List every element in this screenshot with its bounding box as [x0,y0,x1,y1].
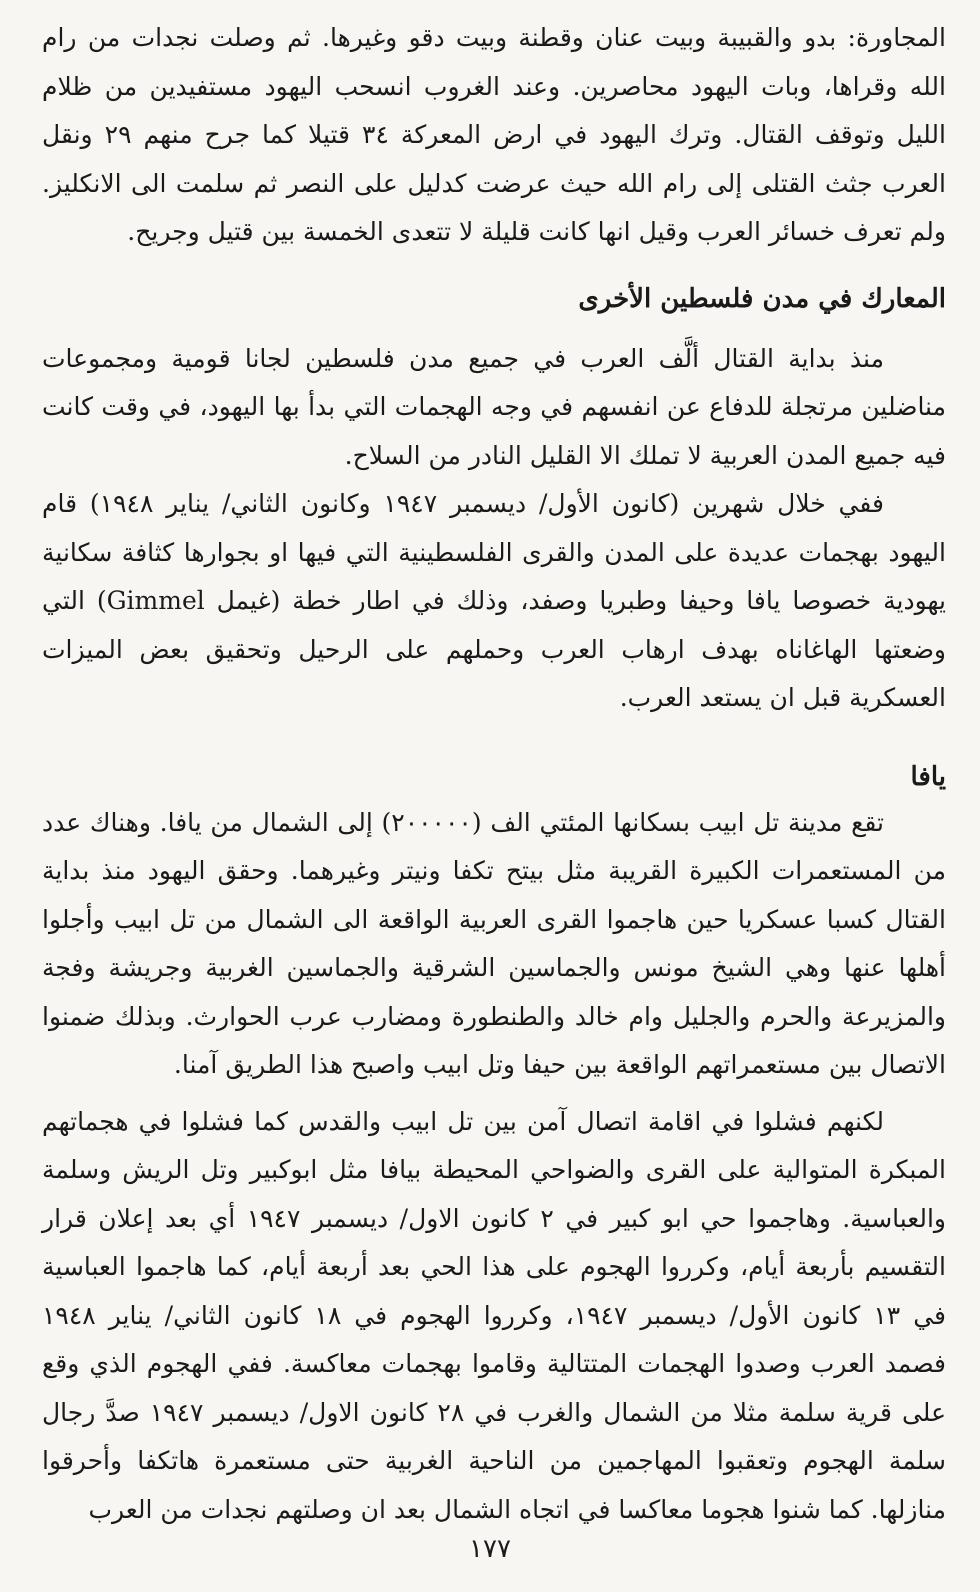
paragraph-beginning-of-fighting: منذ بداية القتال ألَّف العرب في جميع مدن فلسطين لجانا قومية ومجموعات مناضلين مرتجلة للدفاع عن انفسهم في وجه الهجمات التي بدأ بها اليهود، في وقت كانت فيه جميع المدن العربية لا تملك الا القليل النادر من السلاح. [42,343,946,470]
paragraph-continuation: المجاورة: بدو والقبيبة وبيت عنان وقطنة وبيت دقو وغيرها. ثم وصلت نجدات من رام الله وقراها، وبات اليهود محاصرين. وعند الغروب انسحب اليهود مستفيدين من ظلام الليل وتوقف القتال. وترك اليهود في ارض المعركة ٣٤ قتيلا كما جرح منهم ٢٩ ونقل العرب جثث القتلى إلى رام الله حيث عرضت كدليل على النصر ثم سلمت الى الانكليز. ولم تعرف خسائر العرب وقيل انها كانت قليلة لا تتعدى الخمسة بين قتيل وجريح. [42,23,946,246]
paragraph-gimmel-plan: ففي خلال شهرين (كانون الأول/ ديسمبر ١٩٤٧ وكانون الثاني/ يناير ١٩٤٨) قام اليهود بهجمات عديدة على المدن والقرى الفلسطينية التي فيها او بجوارها كثافة سكانية يهودية خصوصا يافا وحيفا وطبريا وصفد، وذلك في اطار خطة (غيمل Gimmel) التي وضعتها الهاغاناه بهدف ارهاب العرب وحملهم على الرحيل وتحقيق بعض الميزات العسكرية قبل ان يستعد العرب. [42,489,946,712]
page-number: ١٧٧ [469,1534,511,1564]
section-heading-battles-in-other-cities: المعارك في مدن فلسطين الأخرى [578,283,946,314]
paragraph-jaffa-attacks: لكنهم فشلوا في اقامة اتصال آمن بين تل ابيب والقدس كما فشلوا في هجماتهم المبكرة المتوالية على القرى والضواحي المحيطة بيافا مثل ابوكبير وتل الريش وسلمة والعباسية. وهاجموا حي ابو كبير في ٢ كانون الاول/ ديسمبر ١٩٤٧ أي بعد إعلان قرار التقسيم بأربعة أيام، وكرروا الهجوم على هذا الحي بعد أربعة أيام، كما هاجموا العباسية في ١٣ كانون الأول/ ديسمبر ١٩٤٧، وكرروا الهجوم في ١٨ كانون الثاني/ يناير ١٩٤٨ فصمد العرب وصدوا الهجمات المتتالية وقاموا بهجمات معاكسة. ففي الهجوم الذي وقع على قرية سلمة مثلا من الشمال والغرب في ٢٨ كانون الاول/ ديسمبر ١٩٤٧ صدَّ رجال سلمة الهجوم وتعقبوا المهاجمين من الناحية الغربية حتى مستعمرة هاتكفا وأحرقوا منازلها. كما شنوا هجوما معاكسا في اتجاه الشمال بعد ان وصلتهم نجدات من العرب [42,1106,946,1524]
subsection-heading-jaffa: يافا [910,761,946,792]
paragraph-jaffa-tel-aviv: تقع مدينة تل ابيب بسكانها المئتي الف (٢٠٠٠٠٠) إلى الشمال من يافا. وهناك عدد من المستعمرات الكبيرة القريبة مثل بيتح تكفا ونيتر وغيرهما. وحقق اليهود منذ بداية القتال كسبا عسكريا حين هاجموا القرى العربية الواقعة الى الشمال من تل ابيب وأجلوا أهلها عنها وهي الشيخ مونس والجماسين الشرقية والجماسين الغربية وجريشة وفجة والمزيرعة والحرم والجليل وام خالد والطنطورة ومضارب عرب الحوارث. وبذلك ضمنوا الاتصال بين مستعمراتهم الواقعة بين حيفا وتل ابيب واصبح هذا الطريق آمنا. [42,807,946,1079]
